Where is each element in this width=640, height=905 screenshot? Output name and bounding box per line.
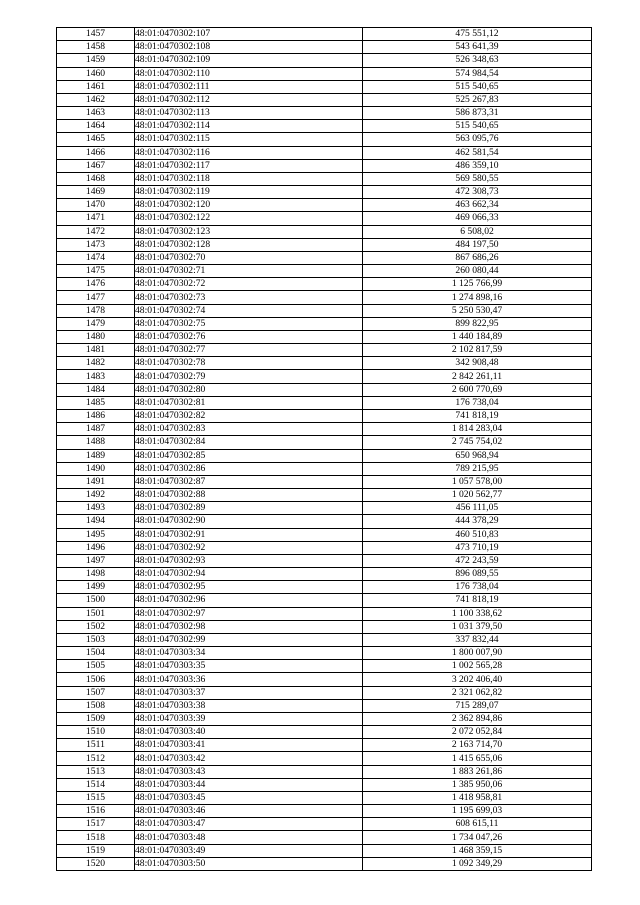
cadastral-number: 48:01:0470302:114 <box>135 120 363 133</box>
table-row <box>57 330 592 343</box>
row-number: 1509 <box>57 712 135 725</box>
cadastral-number: 48:01:0470302:109 <box>135 54 363 67</box>
table-row <box>57 120 592 133</box>
table-row <box>57 818 592 831</box>
cadastral-value: 1 002 565,28 <box>363 660 592 673</box>
cadastral-value: 1 415 655,06 <box>363 752 592 765</box>
row-number: 1465 <box>57 133 135 146</box>
cadastral-value: 342 908,48 <box>363 357 592 370</box>
table-row <box>57 54 592 67</box>
cadastral-value: 1 734 047,26 <box>363 831 592 844</box>
cadastral-value: 456 111,05 <box>363 502 592 515</box>
cadastral-number: 48:01:0470303:36 <box>135 673 363 686</box>
table-row <box>57 28 592 41</box>
cadastral-number: 48:01:0470303:40 <box>135 726 363 739</box>
cadastral-number: 48:01:0470302:88 <box>135 489 363 502</box>
row-number: 1508 <box>57 699 135 712</box>
row-number: 1490 <box>57 462 135 475</box>
row-number: 1481 <box>57 344 135 357</box>
cadastral-value: 1 440 184,89 <box>363 330 592 343</box>
cadastral-value: 2 842 261,11 <box>363 370 592 383</box>
cadastral-number: 48:01:0470303:35 <box>135 660 363 673</box>
cadastral-value: 899 822,95 <box>363 317 592 330</box>
row-number: 1520 <box>57 857 135 870</box>
row-number: 1475 <box>57 265 135 278</box>
row-number: 1479 <box>57 317 135 330</box>
table-row <box>57 594 592 607</box>
row-number: 1480 <box>57 330 135 343</box>
table-row <box>57 844 592 857</box>
cadastral-number: 48:01:0470302:72 <box>135 278 363 291</box>
cadastral-number: 48:01:0470303:48 <box>135 831 363 844</box>
cadastral-number: 48:01:0470303:37 <box>135 686 363 699</box>
cadastral-number: 48:01:0470303:42 <box>135 752 363 765</box>
cadastral-value: 1 468 359,15 <box>363 844 592 857</box>
table-row <box>57 581 592 594</box>
cadastral-number: 48:01:0470302:93 <box>135 554 363 567</box>
cadastral-value: 176 738,04 <box>363 396 592 409</box>
row-number: 1469 <box>57 186 135 199</box>
row-number: 1489 <box>57 449 135 462</box>
row-number: 1472 <box>57 225 135 238</box>
cadastral-number: 48:01:0470303:39 <box>135 712 363 725</box>
table-row <box>57 186 592 199</box>
table-row <box>57 554 592 567</box>
row-number: 1463 <box>57 107 135 120</box>
cadastral-number: 48:01:0470302:94 <box>135 568 363 581</box>
cadastral-value: 867 686,26 <box>363 251 592 264</box>
table-row <box>57 831 592 844</box>
table-row <box>57 633 592 646</box>
row-number: 1494 <box>57 515 135 528</box>
cadastral-value: 473 710,19 <box>363 541 592 554</box>
cadastral-number: 48:01:0470303:45 <box>135 791 363 804</box>
cadastral-number: 48:01:0470302:118 <box>135 172 363 185</box>
table-row <box>57 765 592 778</box>
cadastral-value: 444 378,29 <box>363 515 592 528</box>
cadastral-number: 48:01:0470302:96 <box>135 594 363 607</box>
table-row <box>57 172 592 185</box>
row-number: 1460 <box>57 67 135 80</box>
cadastral-number: 48:01:0470302:85 <box>135 449 363 462</box>
row-number: 1486 <box>57 409 135 422</box>
cadastral-number: 48:01:0470302:84 <box>135 436 363 449</box>
cadastral-number: 48:01:0470303:49 <box>135 844 363 857</box>
row-number: 1519 <box>57 844 135 857</box>
cadastral-number: 48:01:0470302:99 <box>135 633 363 646</box>
cadastral-value: 462 581,54 <box>363 146 592 159</box>
cadastral-value: 1 195 699,03 <box>363 805 592 818</box>
cadastral-value: 515 540,65 <box>363 120 592 133</box>
cadastral-value-table <box>56 27 592 871</box>
table-row <box>57 673 592 686</box>
cadastral-value: 463 662,34 <box>363 199 592 212</box>
cadastral-number: 48:01:0470302:89 <box>135 502 363 515</box>
cadastral-number: 48:01:0470302:110 <box>135 67 363 80</box>
cadastral-value: 1 125 766,99 <box>363 278 592 291</box>
cadastral-value: 1 814 283,04 <box>363 423 592 436</box>
cadastral-value: 2 362 894,86 <box>363 712 592 725</box>
cadastral-number: 48:01:0470302:70 <box>135 251 363 264</box>
table-row <box>57 93 592 106</box>
cadastral-number: 48:01:0470302:120 <box>135 199 363 212</box>
cadastral-value: 260 080,44 <box>363 265 592 278</box>
row-number: 1470 <box>57 199 135 212</box>
cadastral-value: 1 274 898,16 <box>363 291 592 304</box>
row-number: 1497 <box>57 554 135 567</box>
cadastral-value: 741 818,19 <box>363 409 592 422</box>
row-number: 1510 <box>57 726 135 739</box>
cadastral-number: 48:01:0470302:97 <box>135 607 363 620</box>
cadastral-value: 2 163 714,70 <box>363 739 592 752</box>
cadastral-value: 337 832,44 <box>363 633 592 646</box>
cadastral-number: 48:01:0470302:113 <box>135 107 363 120</box>
table-row <box>57 726 592 739</box>
row-number: 1515 <box>57 791 135 804</box>
cadastral-number: 48:01:0470302:86 <box>135 462 363 475</box>
cadastral-number: 48:01:0470302:81 <box>135 396 363 409</box>
row-number: 1461 <box>57 80 135 93</box>
cadastral-number: 48:01:0470303:46 <box>135 805 363 818</box>
row-number: 1457 <box>57 28 135 41</box>
cadastral-value: 2 072 052,84 <box>363 726 592 739</box>
cadastral-value: 469 066,33 <box>363 212 592 225</box>
cadastral-number: 48:01:0470302:71 <box>135 265 363 278</box>
row-number: 1471 <box>57 212 135 225</box>
table-row <box>57 278 592 291</box>
cadastral-number: 48:01:0470302:107 <box>135 28 363 41</box>
cadastral-value: 475 551,12 <box>363 28 592 41</box>
table-row <box>57 199 592 212</box>
cadastral-value: 2 745 754,02 <box>363 436 592 449</box>
cadastral-number: 48:01:0470303:43 <box>135 765 363 778</box>
cadastral-number: 48:01:0470303:47 <box>135 818 363 831</box>
cadastral-value: 1 800 007,90 <box>363 647 592 660</box>
cadastral-number: 48:01:0470303:34 <box>135 647 363 660</box>
row-number: 1483 <box>57 370 135 383</box>
cadastral-number: 48:01:0470302:78 <box>135 357 363 370</box>
table-row <box>57 699 592 712</box>
table-row <box>57 489 592 502</box>
cadastral-value: 569 580,55 <box>363 172 592 185</box>
table-row <box>57 225 592 238</box>
row-number: 1507 <box>57 686 135 699</box>
cadastral-value: 484 197,50 <box>363 238 592 251</box>
cadastral-value: 515 540,65 <box>363 80 592 93</box>
table-row <box>57 357 592 370</box>
cadastral-value: 176 738,04 <box>363 581 592 594</box>
table-row <box>57 80 592 93</box>
cadastral-number: 48:01:0470302:74 <box>135 304 363 317</box>
table-row <box>57 528 592 541</box>
cadastral-number: 48:01:0470302:73 <box>135 291 363 304</box>
table-body <box>57 28 592 871</box>
row-number: 1485 <box>57 396 135 409</box>
table-row <box>57 660 592 673</box>
cadastral-value: 1 883 261,86 <box>363 765 592 778</box>
row-number: 1499 <box>57 581 135 594</box>
cadastral-value: 741 818,19 <box>363 594 592 607</box>
cadastral-number: 48:01:0470303:44 <box>135 778 363 791</box>
cadastral-value: 460 510,83 <box>363 528 592 541</box>
table-row <box>57 568 592 581</box>
row-number: 1459 <box>57 54 135 67</box>
row-number: 1512 <box>57 752 135 765</box>
table-row <box>57 502 592 515</box>
row-number: 1514 <box>57 778 135 791</box>
row-number: 1482 <box>57 357 135 370</box>
table-row <box>57 515 592 528</box>
table-row <box>57 778 592 791</box>
cadastral-value: 1 031 379,50 <box>363 620 592 633</box>
row-number: 1477 <box>57 291 135 304</box>
cadastral-number: 48:01:0470302:108 <box>135 41 363 54</box>
row-number: 1484 <box>57 383 135 396</box>
row-number: 1492 <box>57 489 135 502</box>
row-number: 1474 <box>57 251 135 264</box>
table-row <box>57 41 592 54</box>
table-row <box>57 739 592 752</box>
row-number: 1466 <box>57 146 135 159</box>
cadastral-value: 1 020 562,77 <box>363 489 592 502</box>
cadastral-value: 1 418 958,81 <box>363 791 592 804</box>
cadastral-value: 6 508,02 <box>363 225 592 238</box>
table-row <box>57 317 592 330</box>
table-row <box>57 475 592 488</box>
cadastral-number: 48:01:0470302:128 <box>135 238 363 251</box>
table-row <box>57 159 592 172</box>
cadastral-number: 48:01:0470302:77 <box>135 344 363 357</box>
cadastral-number: 48:01:0470302:87 <box>135 475 363 488</box>
cadastral-number: 48:01:0470302:82 <box>135 409 363 422</box>
row-number: 1468 <box>57 172 135 185</box>
table-row <box>57 107 592 120</box>
cadastral-number: 48:01:0470302:117 <box>135 159 363 172</box>
row-number: 1488 <box>57 436 135 449</box>
row-number: 1505 <box>57 660 135 673</box>
cadastral-number: 48:01:0470302:112 <box>135 93 363 106</box>
cadastral-value: 472 243,59 <box>363 554 592 567</box>
cadastral-value: 526 348,63 <box>363 54 592 67</box>
cadastral-value: 789 215,95 <box>363 462 592 475</box>
cadastral-number: 48:01:0470302:79 <box>135 370 363 383</box>
table-row <box>57 396 592 409</box>
table-row <box>57 541 592 554</box>
row-number: 1500 <box>57 594 135 607</box>
table-row <box>57 67 592 80</box>
row-number: 1478 <box>57 304 135 317</box>
table-row <box>57 344 592 357</box>
cadastral-value: 563 095,76 <box>363 133 592 146</box>
cadastral-number: 48:01:0470302:111 <box>135 80 363 93</box>
cadastral-value: 5 250 530,47 <box>363 304 592 317</box>
cadastral-value: 486 359,10 <box>363 159 592 172</box>
cadastral-value: 1 057 578,00 <box>363 475 592 488</box>
table-row <box>57 304 592 317</box>
row-number: 1501 <box>57 607 135 620</box>
cadastral-number: 48:01:0470302:83 <box>135 423 363 436</box>
row-number: 1513 <box>57 765 135 778</box>
row-number: 1516 <box>57 805 135 818</box>
row-number: 1502 <box>57 620 135 633</box>
row-number: 1458 <box>57 41 135 54</box>
row-number: 1511 <box>57 739 135 752</box>
table-row <box>57 805 592 818</box>
cadastral-value: 525 267,83 <box>363 93 592 106</box>
table-row <box>57 686 592 699</box>
table-row <box>57 752 592 765</box>
row-number: 1491 <box>57 475 135 488</box>
cadastral-value: 2 600 770,69 <box>363 383 592 396</box>
table-row <box>57 212 592 225</box>
row-number: 1506 <box>57 673 135 686</box>
table-row <box>57 146 592 159</box>
cadastral-number: 48:01:0470302:91 <box>135 528 363 541</box>
table-row <box>57 857 592 870</box>
cadastral-number: 48:01:0470303:50 <box>135 857 363 870</box>
table-row <box>57 791 592 804</box>
row-number: 1464 <box>57 120 135 133</box>
row-number: 1518 <box>57 831 135 844</box>
table-row <box>57 370 592 383</box>
table-row <box>57 620 592 633</box>
table-row <box>57 449 592 462</box>
cadastral-value: 896 089,55 <box>363 568 592 581</box>
cadastral-number: 48:01:0470302:75 <box>135 317 363 330</box>
table-row <box>57 265 592 278</box>
cadastral-number: 48:01:0470302:122 <box>135 212 363 225</box>
row-number: 1517 <box>57 818 135 831</box>
row-number: 1498 <box>57 568 135 581</box>
cadastral-number: 48:01:0470302:98 <box>135 620 363 633</box>
table-row <box>57 251 592 264</box>
row-number: 1493 <box>57 502 135 515</box>
table-row <box>57 462 592 475</box>
cadastral-number: 48:01:0470302:76 <box>135 330 363 343</box>
cadastral-value: 472 308,73 <box>363 186 592 199</box>
cadastral-number: 48:01:0470302:119 <box>135 186 363 199</box>
table-row <box>57 291 592 304</box>
cadastral-number: 48:01:0470302:95 <box>135 581 363 594</box>
cadastral-value: 1 385 950,06 <box>363 778 592 791</box>
table-row <box>57 607 592 620</box>
table-row <box>57 133 592 146</box>
table-row <box>57 409 592 422</box>
row-number: 1473 <box>57 238 135 251</box>
cadastral-number: 48:01:0470303:38 <box>135 699 363 712</box>
cadastral-value: 608 615,11 <box>363 818 592 831</box>
row-number: 1467 <box>57 159 135 172</box>
cadastral-number: 48:01:0470302:90 <box>135 515 363 528</box>
row-number: 1504 <box>57 647 135 660</box>
cadastral-value: 650 968,94 <box>363 449 592 462</box>
row-number: 1487 <box>57 423 135 436</box>
table-row <box>57 238 592 251</box>
row-number: 1503 <box>57 633 135 646</box>
table-row <box>57 647 592 660</box>
cadastral-number: 48:01:0470302:80 <box>135 383 363 396</box>
row-number: 1496 <box>57 541 135 554</box>
cadastral-value: 543 641,39 <box>363 41 592 54</box>
cadastral-number: 48:01:0470302:123 <box>135 225 363 238</box>
cadastral-number: 48:01:0470302:115 <box>135 133 363 146</box>
cadastral-value: 715 289,07 <box>363 699 592 712</box>
cadastral-value: 586 873,31 <box>363 107 592 120</box>
cadastral-number: 48:01:0470303:41 <box>135 739 363 752</box>
table-row <box>57 423 592 436</box>
cadastral-number: 48:01:0470302:92 <box>135 541 363 554</box>
table-row <box>57 436 592 449</box>
row-number: 1462 <box>57 93 135 106</box>
table-row <box>57 712 592 725</box>
row-number: 1495 <box>57 528 135 541</box>
cadastral-value: 3 202 406,40 <box>363 673 592 686</box>
cadastral-number: 48:01:0470302:116 <box>135 146 363 159</box>
row-number: 1476 <box>57 278 135 291</box>
cadastral-value: 1 100 338,62 <box>363 607 592 620</box>
cadastral-value: 2 321 062,82 <box>363 686 592 699</box>
cadastral-value: 574 984,54 <box>363 67 592 80</box>
cadastral-value: 2 102 817,59 <box>363 344 592 357</box>
table-row <box>57 383 592 396</box>
cadastral-value: 1 092 349,29 <box>363 857 592 870</box>
